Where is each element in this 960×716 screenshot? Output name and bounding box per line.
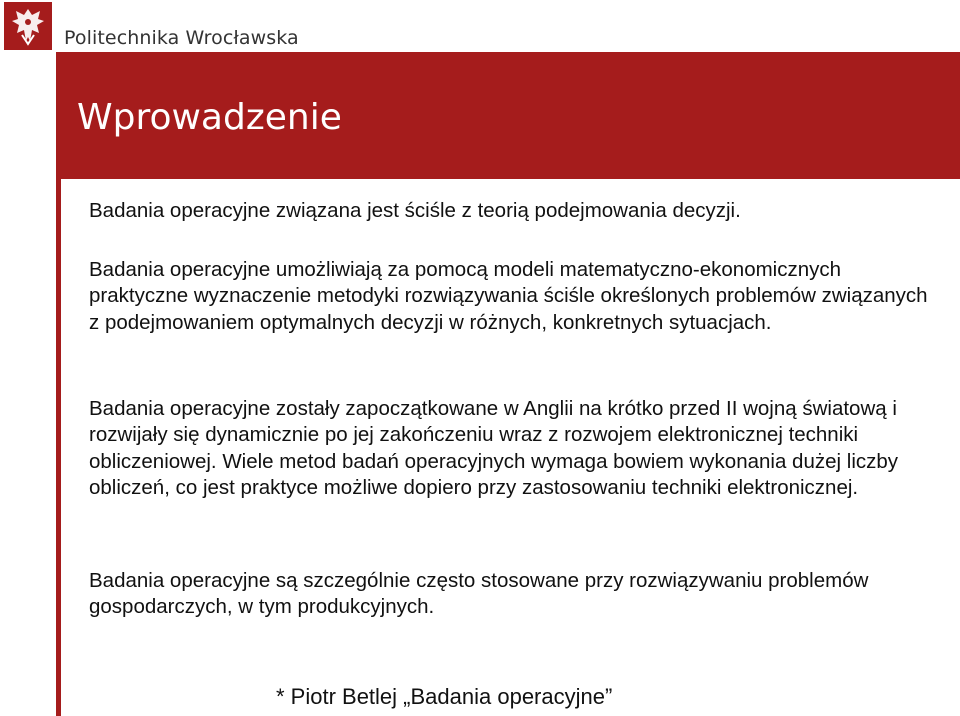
paragraph-3: Badania operacyjne zostały zapoczątkowane w Anglii na krótko przed II wojną światową i rozwijały się dynamicznie po jej zakończeniu wraz z rozwojem elektronicznej techniki obliczeniowej. Wiele metod badań operacyjnych wymaga bowiem wykonania dużej liczby obliczeń, co jest praktyce możliwe dopiero przy zastosowaniu techniki elektronicznej. (89, 397, 899, 500)
slide-title: Wprowadzenie (77, 97, 342, 138)
eagle-crest-icon (4, 2, 52, 50)
paragraph-4: Badania operacyjne są szczególnie często stosowane przy rozwiązywaniu problemów gospodarczych, w tym produkcyjnych. (89, 569, 869, 619)
university-name: Politechnika Wrocławska (64, 27, 299, 49)
paragraph-1: Badania operacyjne związana jest ściśle z teorią podejmowania decyzji. (89, 199, 741, 222)
header (0, 0, 960, 52)
paragraph-2: Badania operacyjne umożliwiają za pomocą modeli matematyczno-ekonomicznych praktyczne wyznaczenie metodyki rozwiązywania ściśle określonych problemów związanych z podejmowaniem optymalnych decyzji w różnych, konkretnych sytuacjach. (89, 258, 928, 334)
source-citation: * Piotr Betlej „Badania operacyjne” (276, 684, 613, 709)
